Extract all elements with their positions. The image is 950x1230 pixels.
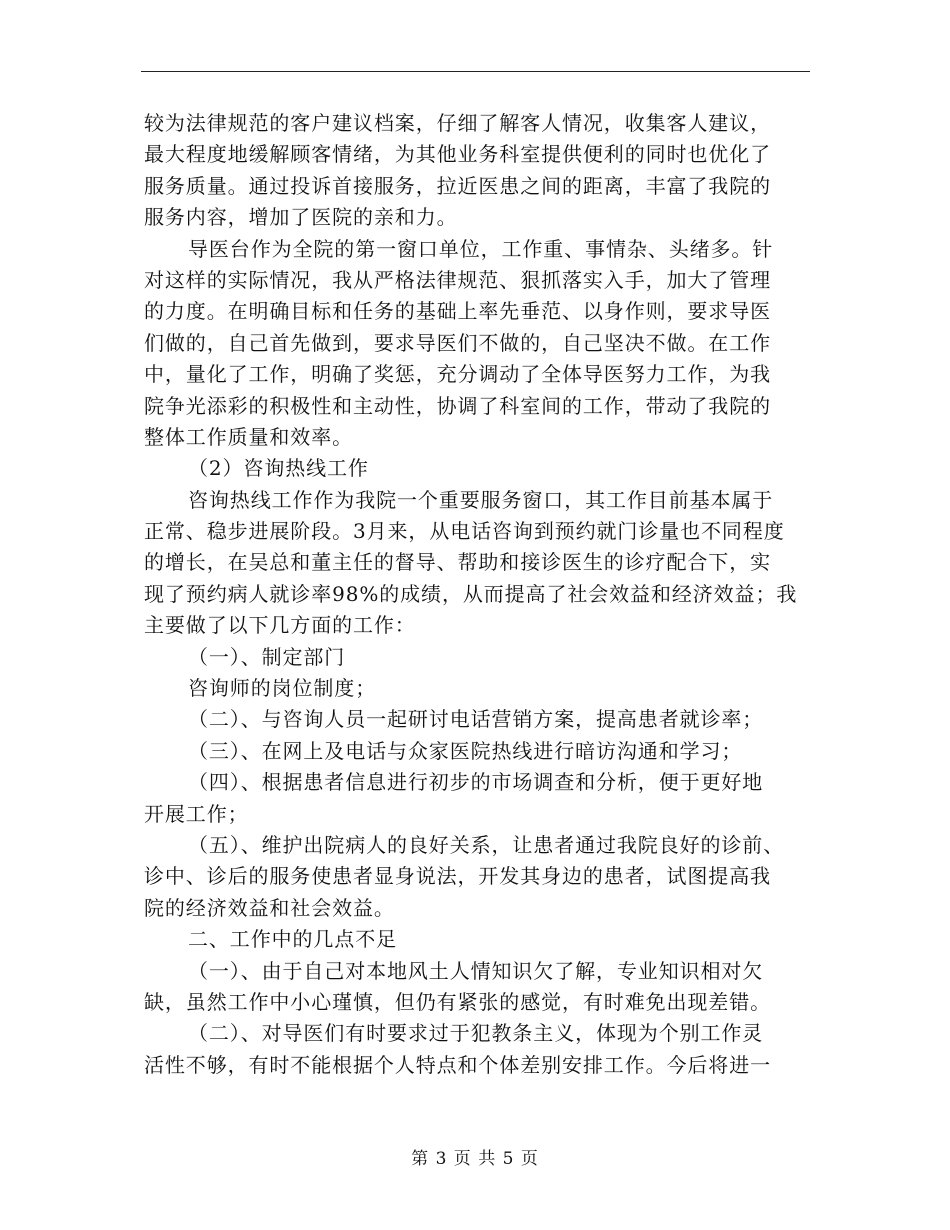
text-line: （四）、根据患者信息进行初步的市场调查和分析，便于更好地: [188, 770, 764, 795]
text-line: 们做的，自己首先做到，要求导医们不做的，自己坚决不做。在工作: [144, 330, 771, 355]
text-line: 对这样的实际情况，我从严格法律规范、狠抓落实入手，加大了管理: [144, 267, 771, 292]
text-line: 整体工作质量和效率。: [144, 424, 353, 449]
text-line: 的增长，在吴总和董主任的督导、帮助和接诊医生的诊疗配合下，实: [144, 550, 771, 575]
text-line: 较为法律规范的客户建议档案，仔细了解客人情况，收集客人建议，: [144, 111, 771, 135]
text-line: 院争光添彩的积极性和主动性，协调了科室间的工作，带动了我院的: [144, 393, 771, 418]
text-line: 活性不够，有时不能根据个人特点和个体差别安排工作。今后将进一: [144, 1052, 771, 1077]
text-line: （一）、制定部门: [188, 644, 346, 669]
page-number: 第 3 页 共 5 页: [411, 1149, 539, 1169]
header-rule: [141, 71, 810, 72]
text-line: 二、工作中的几点不足: [188, 927, 397, 952]
text-line: （2）咨询热线工作: [188, 456, 369, 481]
text-line: （二）、与咨询人员一起研讨电话营销方案，提高患者就诊率；: [188, 707, 764, 732]
text-line: （二）、对导医们有时要求过于犯教条主义，体现为个别工作灵: [188, 1021, 764, 1046]
text-line: 的力度。在明确目标和任务的基础上率先垂范、以身作则，要求导医: [144, 299, 771, 324]
text-line: 导医台作为全院的第一窗口单位，工作重、事情杂、头绪多。针: [188, 236, 774, 261]
text-line: 诊中、诊后的服务使患者显身说法，开发其身边的患者，试图提高我: [144, 864, 771, 889]
text-line: 主要做了以下几方面的工作：: [144, 613, 416, 638]
text-line: 缺，虽然工作中小心瑾慎，但仍有紧张的感觉，有时难免出现差错。: [144, 989, 771, 1014]
text-line: 咨询师的岗位制度；: [188, 676, 377, 701]
text-line: （五）、维护出院病人的良好关系，让患者通过我院良好的诊前、: [188, 832, 785, 857]
text-line: 院的经济效益和社会效益。: [144, 895, 395, 920]
text-line: 咨询热线工作作为我院一个重要服务窗口，其工作目前基本属于: [188, 487, 774, 512]
body-text: [144, 108, 812, 1081]
text-line: （三）、在网上及电话与众家医院热线进行暗访沟通和学习；: [188, 738, 743, 763]
text-line: 最大程度地缓解顾客情绪，为其他业务科室提供便利的同时也优化了: [144, 142, 771, 167]
text-line: 服务质量。通过投诉首接服务，拉近医患之间的距离，丰富了我院的: [144, 173, 771, 198]
text-line: 现了预约病人就诊率98%的成绩，从而提高了社会效益和经济效益；我: [144, 581, 798, 606]
text-line: （一）、由于自己对本地风土人情知识欠了解，专业知识相对欠: [188, 958, 764, 983]
text-line: 服务内容，增加了医院的亲和力。: [144, 205, 458, 230]
text-line: 中，量化了工作，明确了奖惩，充分调动了全体导医努力工作，为我: [144, 362, 771, 387]
text-line: 正常、稳步进展阶段。3月来，从电话咨询到预约就门诊量也不同程度: [144, 519, 785, 544]
text-line: 开展工作；: [144, 801, 249, 826]
